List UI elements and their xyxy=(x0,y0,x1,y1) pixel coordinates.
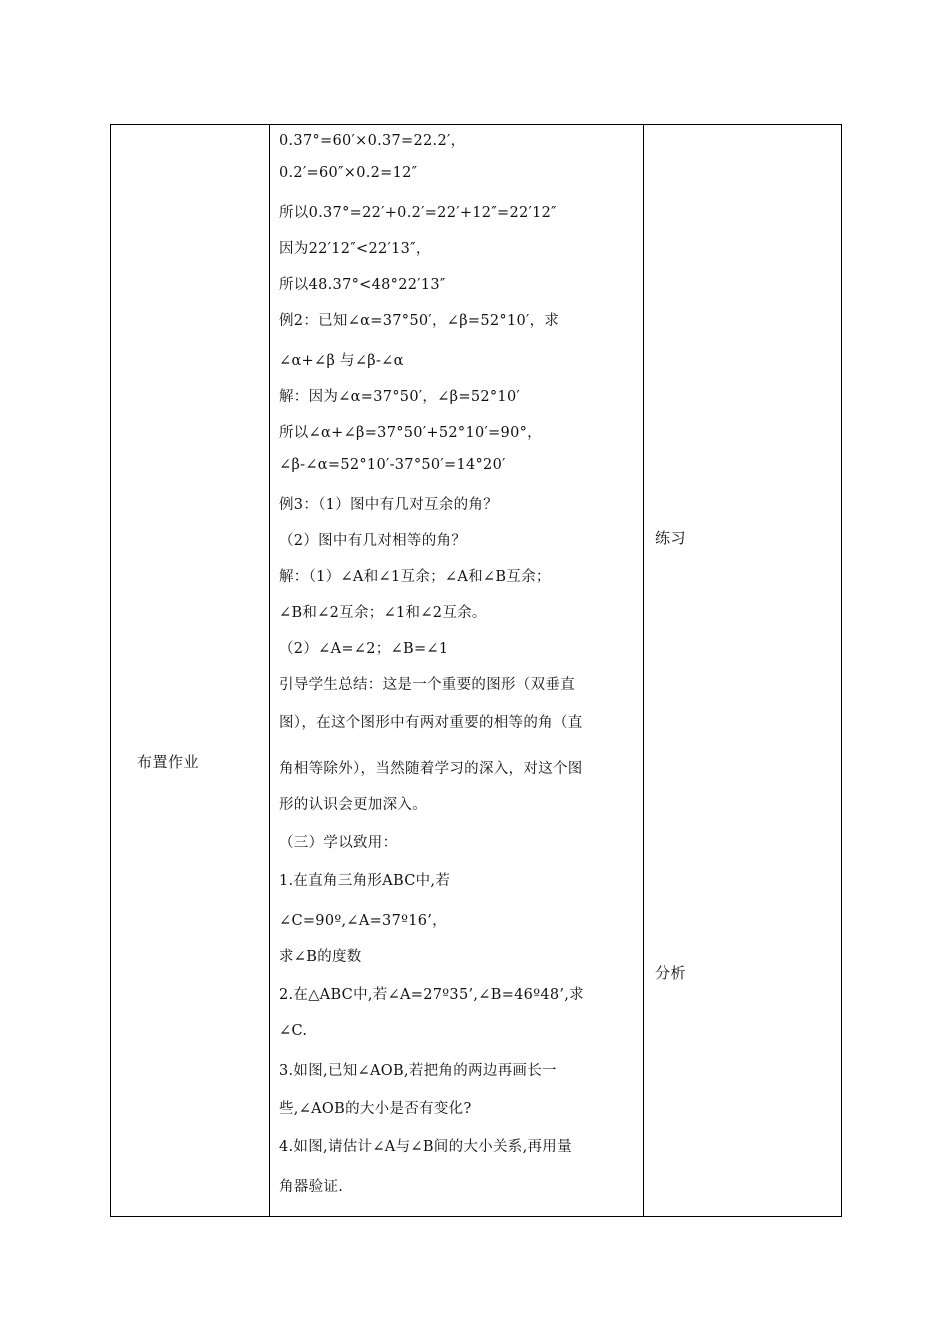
activity-label-practice: 练习 xyxy=(655,529,687,547)
column-divider xyxy=(269,125,270,1216)
content-line: ∠α+∠β 与∠β-∠α xyxy=(279,353,404,369)
content-line: 求∠B的度数 xyxy=(279,949,362,965)
content-line: 0.2′=60″×0.2=12″ xyxy=(279,165,418,181)
content-line: 形的认识会更加深入。 xyxy=(279,797,427,813)
content-line: 1.在直角三角形ABC中,若 xyxy=(279,873,451,889)
content-line: 所以∠α+∠β=37°50′+52°10′=90°， xyxy=(279,425,542,441)
section-label: 布置作业 xyxy=(137,753,200,771)
content-line: 些,∠AOB的大小是否有变化? xyxy=(279,1101,472,1117)
content-line: （三）学以致用： xyxy=(279,835,398,851)
content-line: ∠B和∠2互余；∠1和∠2互余。 xyxy=(279,605,487,621)
content-line: 解：（1）∠A和∠1互余；∠A和∠B互余； xyxy=(279,569,551,585)
content-line: 引导学生总结：这是一个重要的图形（双垂直 xyxy=(279,677,575,693)
content-line: 图），在这个图形中有两对重要的相等的角（直 xyxy=(279,715,583,731)
column-divider xyxy=(643,125,644,1216)
content-line: 角相等除外），当然随着学习的深入，对这个图 xyxy=(279,761,583,777)
activity-label-analysis: 分析 xyxy=(655,964,687,982)
content-line: ∠C. xyxy=(279,1023,308,1039)
lesson-plan-table xyxy=(110,124,842,1217)
content-line: 解：因为∠α=37°50′，∠β=52°10′ xyxy=(279,389,521,405)
content-line: 3.如图,已知∠AOB,若把角的两边再画长一 xyxy=(279,1063,557,1079)
content-line: 4.如图,请估计∠A与∠B间的大小关系,再用量 xyxy=(279,1139,572,1155)
content-line: 例2：已知∠α=37°50′，∠β=52°10′，求 xyxy=(279,313,560,329)
content-line: 所以0.37°=22′+0.2′=22′+12″=22′12″ xyxy=(279,205,557,221)
content-line: 2.在△ABC中,若∠A=27º35’,∠B=46º48’,求 xyxy=(279,987,584,1003)
content-line: 所以48.37°<48°22′13″ xyxy=(279,277,446,293)
content-line: 0.37°=60′×0.37=22.2′， xyxy=(279,133,466,149)
content-line: （2）图中有几对相等的角？ xyxy=(279,533,467,549)
content-line: ∠C=90º,∠A=37º16’， xyxy=(279,913,447,929)
content-line: 例3：（1）图中有几对互余的角？ xyxy=(279,497,498,513)
content-line: 角器验证. xyxy=(279,1179,344,1195)
content-line: （2）∠A=∠2；∠B=∠1 xyxy=(279,641,449,657)
content-line: ∠β-∠α=52°10′-37°50′=14°20′ xyxy=(279,457,506,473)
content-line: 因为22′12″<22′13″， xyxy=(279,241,431,257)
